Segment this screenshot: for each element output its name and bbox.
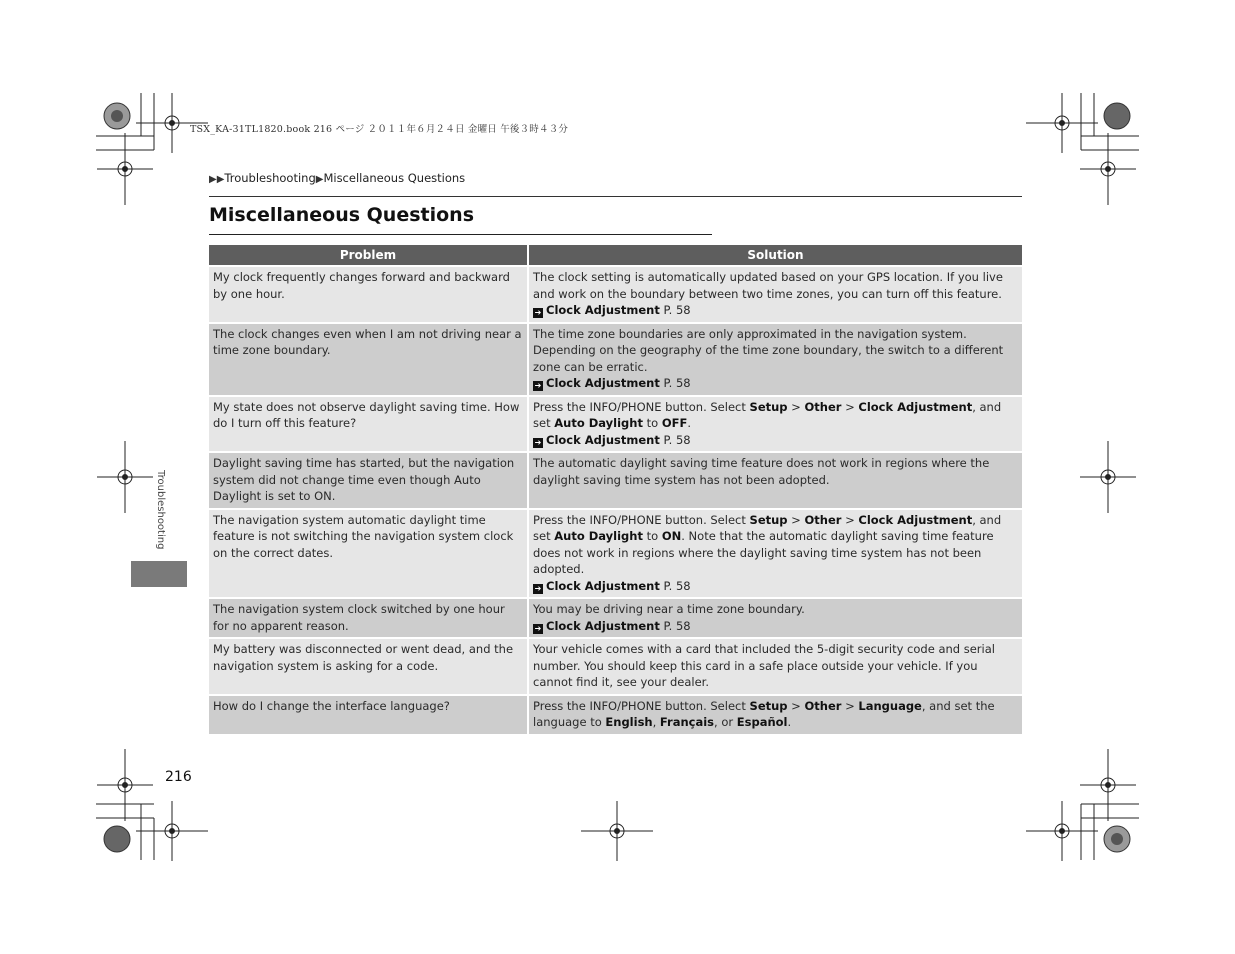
problem-cell: My clock frequently changes forward and backward by one hour. xyxy=(209,265,527,322)
solution-text: You may be driving near a time zone boundary. xyxy=(533,602,805,616)
table-header-row xyxy=(209,245,1022,265)
top-rule xyxy=(209,196,1022,197)
solution-text: The time zone boundaries are only approximated in the navigation system. Depending on the geography of the time zone boundary, the switch to a different zone can be erratic. xyxy=(533,326,1004,374)
cross-reference[interactable] xyxy=(533,432,1018,449)
breadcrumb xyxy=(209,171,465,185)
solution-text: Press the INFO/PHONE button. Select Setup > Other > Clock Adjustment, and set Auto Daylight to ON. Note that the automatic daylight saving time feature does not work in regions where the daylight saving time system has not been adopted. xyxy=(533,512,1002,576)
cross-reference[interactable] xyxy=(533,302,1018,319)
reference-arrow-icon: ➔ xyxy=(534,623,542,633)
faq-table xyxy=(209,245,1022,734)
solution-cell xyxy=(527,322,1022,395)
page-number: 216 xyxy=(165,769,192,785)
problem-cell: Daylight saving time has started, but the navigation system did not change time even though Auto Daylight is set to ON. xyxy=(209,451,527,508)
solution-text: Press the INFO/PHONE button. Select Setup > Other > Language, and set the language to English, Français, or Español. xyxy=(533,698,995,729)
problem-cell: My state does not observe daylight saving time. How do I turn off this feature? xyxy=(209,395,527,452)
problem-cell: The clock changes even when I am not driving near a time zone boundary. xyxy=(209,322,527,395)
reference-name: Clock Adjustment xyxy=(546,578,660,593)
side-tab-label: Troubleshooting xyxy=(155,470,166,550)
table-row xyxy=(209,451,1022,508)
solution-text: Your vehicle comes with a card that included the 5-digit security code and serial number. You should keep this card in a safe place outside your vehicle. If you cannot find it, see your dealer. xyxy=(533,642,995,689)
problem-cell: My battery was disconnected or went dead, and the navigation system is asking for a code. xyxy=(209,637,527,694)
table-row xyxy=(209,637,1022,694)
solution-cell xyxy=(527,451,1022,508)
page-title: Miscellaneous Questions xyxy=(209,204,474,226)
reference-arrow-icon: ➔ xyxy=(534,308,542,317)
breadcrumb-page: Miscellaneous Questions xyxy=(323,171,466,185)
table-row xyxy=(209,265,1022,322)
solution-cell xyxy=(527,637,1022,694)
cross-reference[interactable] xyxy=(533,618,1018,635)
reference-name: Clock Adjustment xyxy=(546,432,660,447)
reference-arrow-icon: ➔ xyxy=(534,381,542,390)
solution-cell xyxy=(527,395,1022,452)
table-row xyxy=(209,322,1022,395)
cross-reference[interactable] xyxy=(533,578,1018,595)
problem-cell: How do I change the interface language? xyxy=(209,694,527,734)
title-rule xyxy=(209,234,712,235)
breadcrumb-section[interactable]: Troubleshooting xyxy=(224,171,316,185)
problem-cell: The navigation system automatic daylight time feature is not switching the navigation system clock on the correct dates. xyxy=(209,508,527,598)
reference-arrow-icon: ➔ xyxy=(534,437,542,447)
table-row xyxy=(209,597,1022,637)
cross-reference[interactable] xyxy=(533,375,1018,392)
solution-text: The automatic daylight saving time feature does not work in regions where the daylight saving time system has not been adopted. xyxy=(533,456,990,487)
table-row xyxy=(209,395,1022,452)
problem-header: Problem xyxy=(209,245,527,265)
reference-name: Clock Adjustment xyxy=(546,376,660,390)
reference-page: P. 58 xyxy=(659,303,691,317)
solution-cell xyxy=(527,508,1022,598)
reference-arrow-icon: ➔ xyxy=(534,583,542,593)
reference-name: Clock Adjustment xyxy=(546,303,660,317)
solution-cell xyxy=(527,265,1022,322)
table-row xyxy=(209,508,1022,598)
reference-page: P. 58 xyxy=(659,618,691,633)
breadcrumb-arrows: ▶▶ xyxy=(209,174,225,185)
reference-page: P. 58 xyxy=(659,376,691,390)
solution-text: The clock setting is automatically updated based on your GPS location. If you live and work on the boundary between two time zones, you can turn off this feature. xyxy=(533,270,1003,301)
solution-cell xyxy=(527,694,1022,734)
print-header: TSX_KA-31TL1820.book 216 ページ ２０１１年６月２４日 金曜日 午後３時４３分 xyxy=(190,124,569,135)
problem-cell: The navigation system clock switched by one hour for no apparent reason. xyxy=(209,597,527,637)
solution-text: Press the INFO/PHONE button. Select Setup > Other > Clock Adjustment, and set Auto Daylight to OFF. xyxy=(533,399,1002,430)
solution-cell xyxy=(527,597,1022,637)
reference-page: P. 58 xyxy=(659,578,691,593)
table-row xyxy=(209,694,1022,734)
reference-name: Clock Adjustment xyxy=(546,618,660,633)
breadcrumb-separator: ▶ xyxy=(315,174,324,185)
side-tab xyxy=(131,561,187,587)
reference-page: P. 58 xyxy=(659,432,691,447)
solution-header: Solution xyxy=(527,245,1022,265)
